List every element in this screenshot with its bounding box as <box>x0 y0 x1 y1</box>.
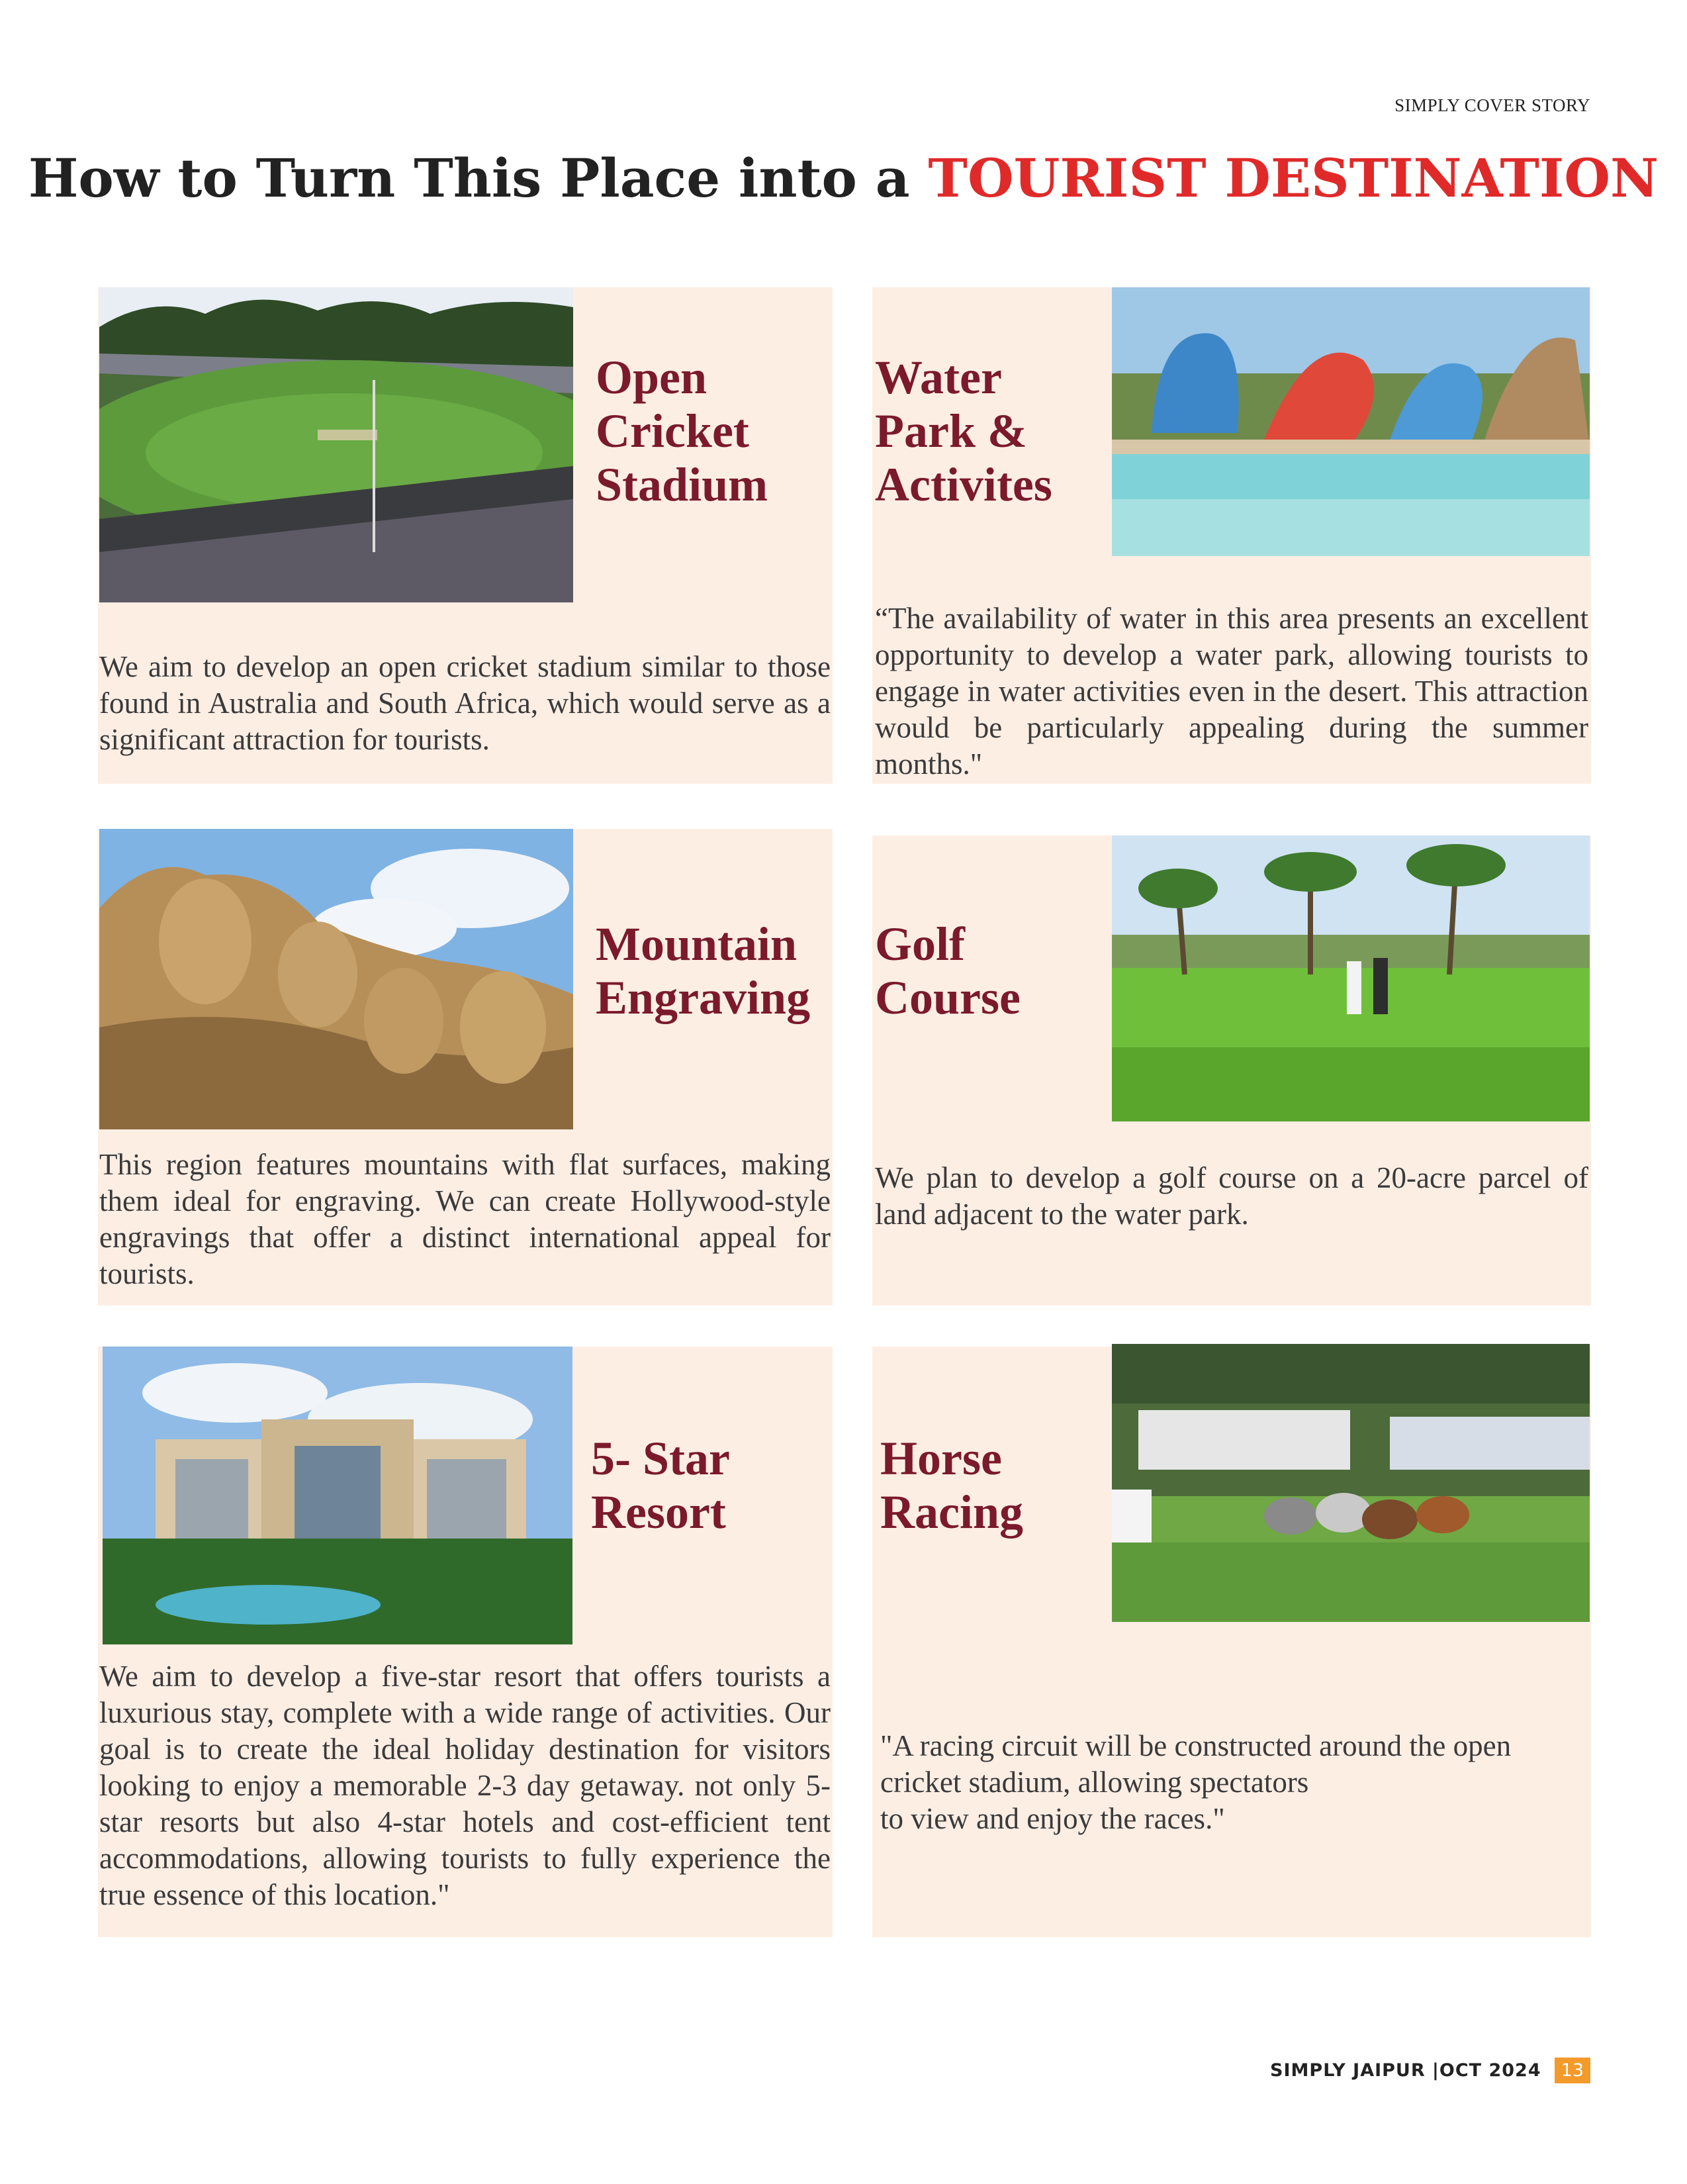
golf-course-photo <box>1112 835 1590 1121</box>
card-text-horse-racing: "A racing circuit will be constructed around the open cricket stadium, allowing spectators to view and enjoy the races." <box>880 1729 1512 1835</box>
publication-label: SIMPLY JAIPUR |OCT 2024 <box>1270 2060 1541 2081</box>
card-text-cricket: We aim to develop an open cricket stadium similar to those found in Australia and South Africa, which would serve as a significant attraction for tourists. <box>99 650 831 756</box>
page-number: 13 <box>1555 2058 1590 2083</box>
card-title-golf: Golf Course <box>875 918 1021 1024</box>
page-footer <box>1270 2058 1590 2083</box>
section-tag: SIMPLY COVER STORY <box>1394 95 1590 115</box>
card-text-golf: We plan to develop a golf course on a 20-acre parcel of land adjacent to the water park. <box>875 1161 1588 1231</box>
card-text-resort: We aim to develop a five-star resort that offers tourists a luxurious stay, complete with a wide range of activities. Our goal is to create the ideal holiday destination for visitors looking to enjoy a memorable 2-3 day getaway. not only 5-star resorts but also 4-star hotels and cost-efficient tent accommodations, allowing tourists to fully experience the true essence of this location." <box>99 1660 831 1911</box>
card-title-cricket: Open Cricket Stadium <box>596 351 768 511</box>
page-title-main: How to Turn This Place into a <box>28 147 929 209</box>
card-title-horse-racing: Horse Racing <box>880 1432 1023 1539</box>
page-title-highlight: TOURIST DESTINATION <box>928 147 1659 209</box>
card-text-water-park: “The availability of water in this area presents an excellent opportunity to develop a water park, allowing tourists to engage in water activities even in the desert. This attraction would be particularly appealing during the summer months." <box>875 602 1588 781</box>
horse-racing-photo <box>1112 1344 1590 1622</box>
cricket-stadium-photo <box>99 287 573 602</box>
card-title-mountain: Mountain Engraving <box>596 918 811 1024</box>
card-text-mountain: This region features mountains with flat surfaces, making them ideal for engraving. We can create Hollywood-style engravings that offer a distinct international appeal for tourists. <box>99 1148 831 1290</box>
card-title-water-park: Water Park & Activites <box>875 351 1052 511</box>
page-title <box>0 147 1687 209</box>
mountain-engraving-photo <box>99 829 573 1129</box>
resort-photo <box>103 1347 572 1644</box>
water-park-photo <box>1112 287 1590 556</box>
card-title-resort: 5- Star Resort <box>591 1432 730 1539</box>
